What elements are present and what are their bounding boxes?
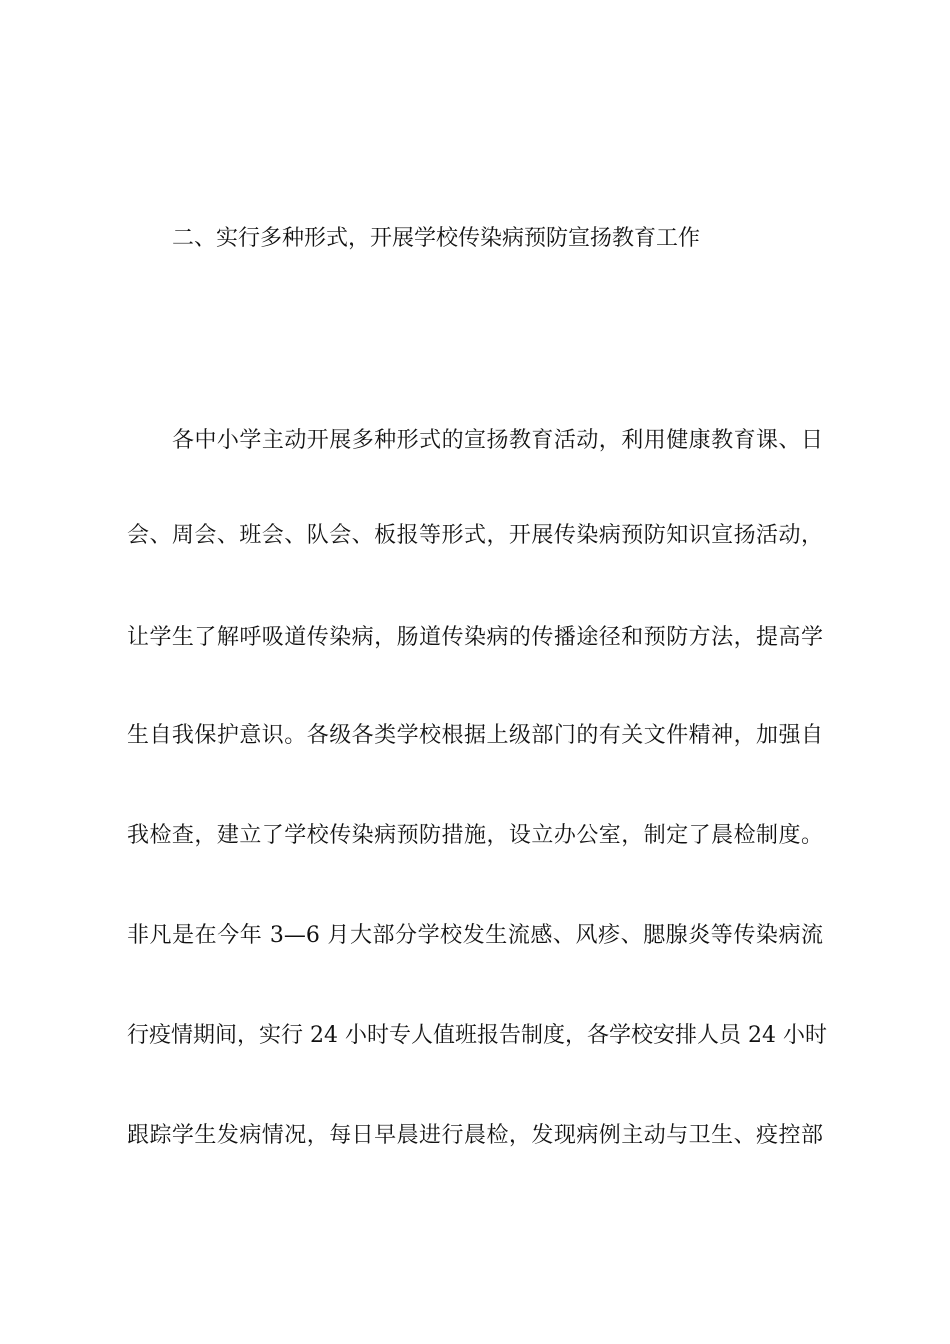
paragraph-line-4: 生自我保护意识。各级各类学校根据上级部门的有关文件精神，加强自: [127, 723, 823, 748]
paragraph-line-2: 会、周会、班会、队会、板报等形式，开展传染病预防知识宣扬活动，: [127, 523, 823, 548]
paragraph-line-7: 行疫情期间，实行 24 小时专人值班报告制度，各学校安排人员 24 小时: [127, 1023, 827, 1048]
paragraph-line-8: 跟踪学生发病情况，每日早晨进行晨检，发现病例主动与卫生、疫控部: [127, 1123, 823, 1148]
paragraph-line-3: 让学生了解呼吸道传染病，肠道传染病的传播途径和预防方法，提高学: [127, 625, 823, 650]
paragraph-line-6: 非凡是在今年 3—6 月大部分学校发生流感、风疹、腮腺炎等传染病流: [127, 923, 823, 948]
paragraph-line-1: 各中小学主动开展多种形式的宣扬教育活动，利用健康教育课、日: [172, 428, 823, 453]
section-heading: 二、实行多种形式，开展学校传染病预防宣扬教育工作: [172, 226, 701, 251]
paragraph-line-5: 我检查，建立了学校传染病预防措施，设立办公室，制定了晨检制度。: [127, 823, 823, 848]
